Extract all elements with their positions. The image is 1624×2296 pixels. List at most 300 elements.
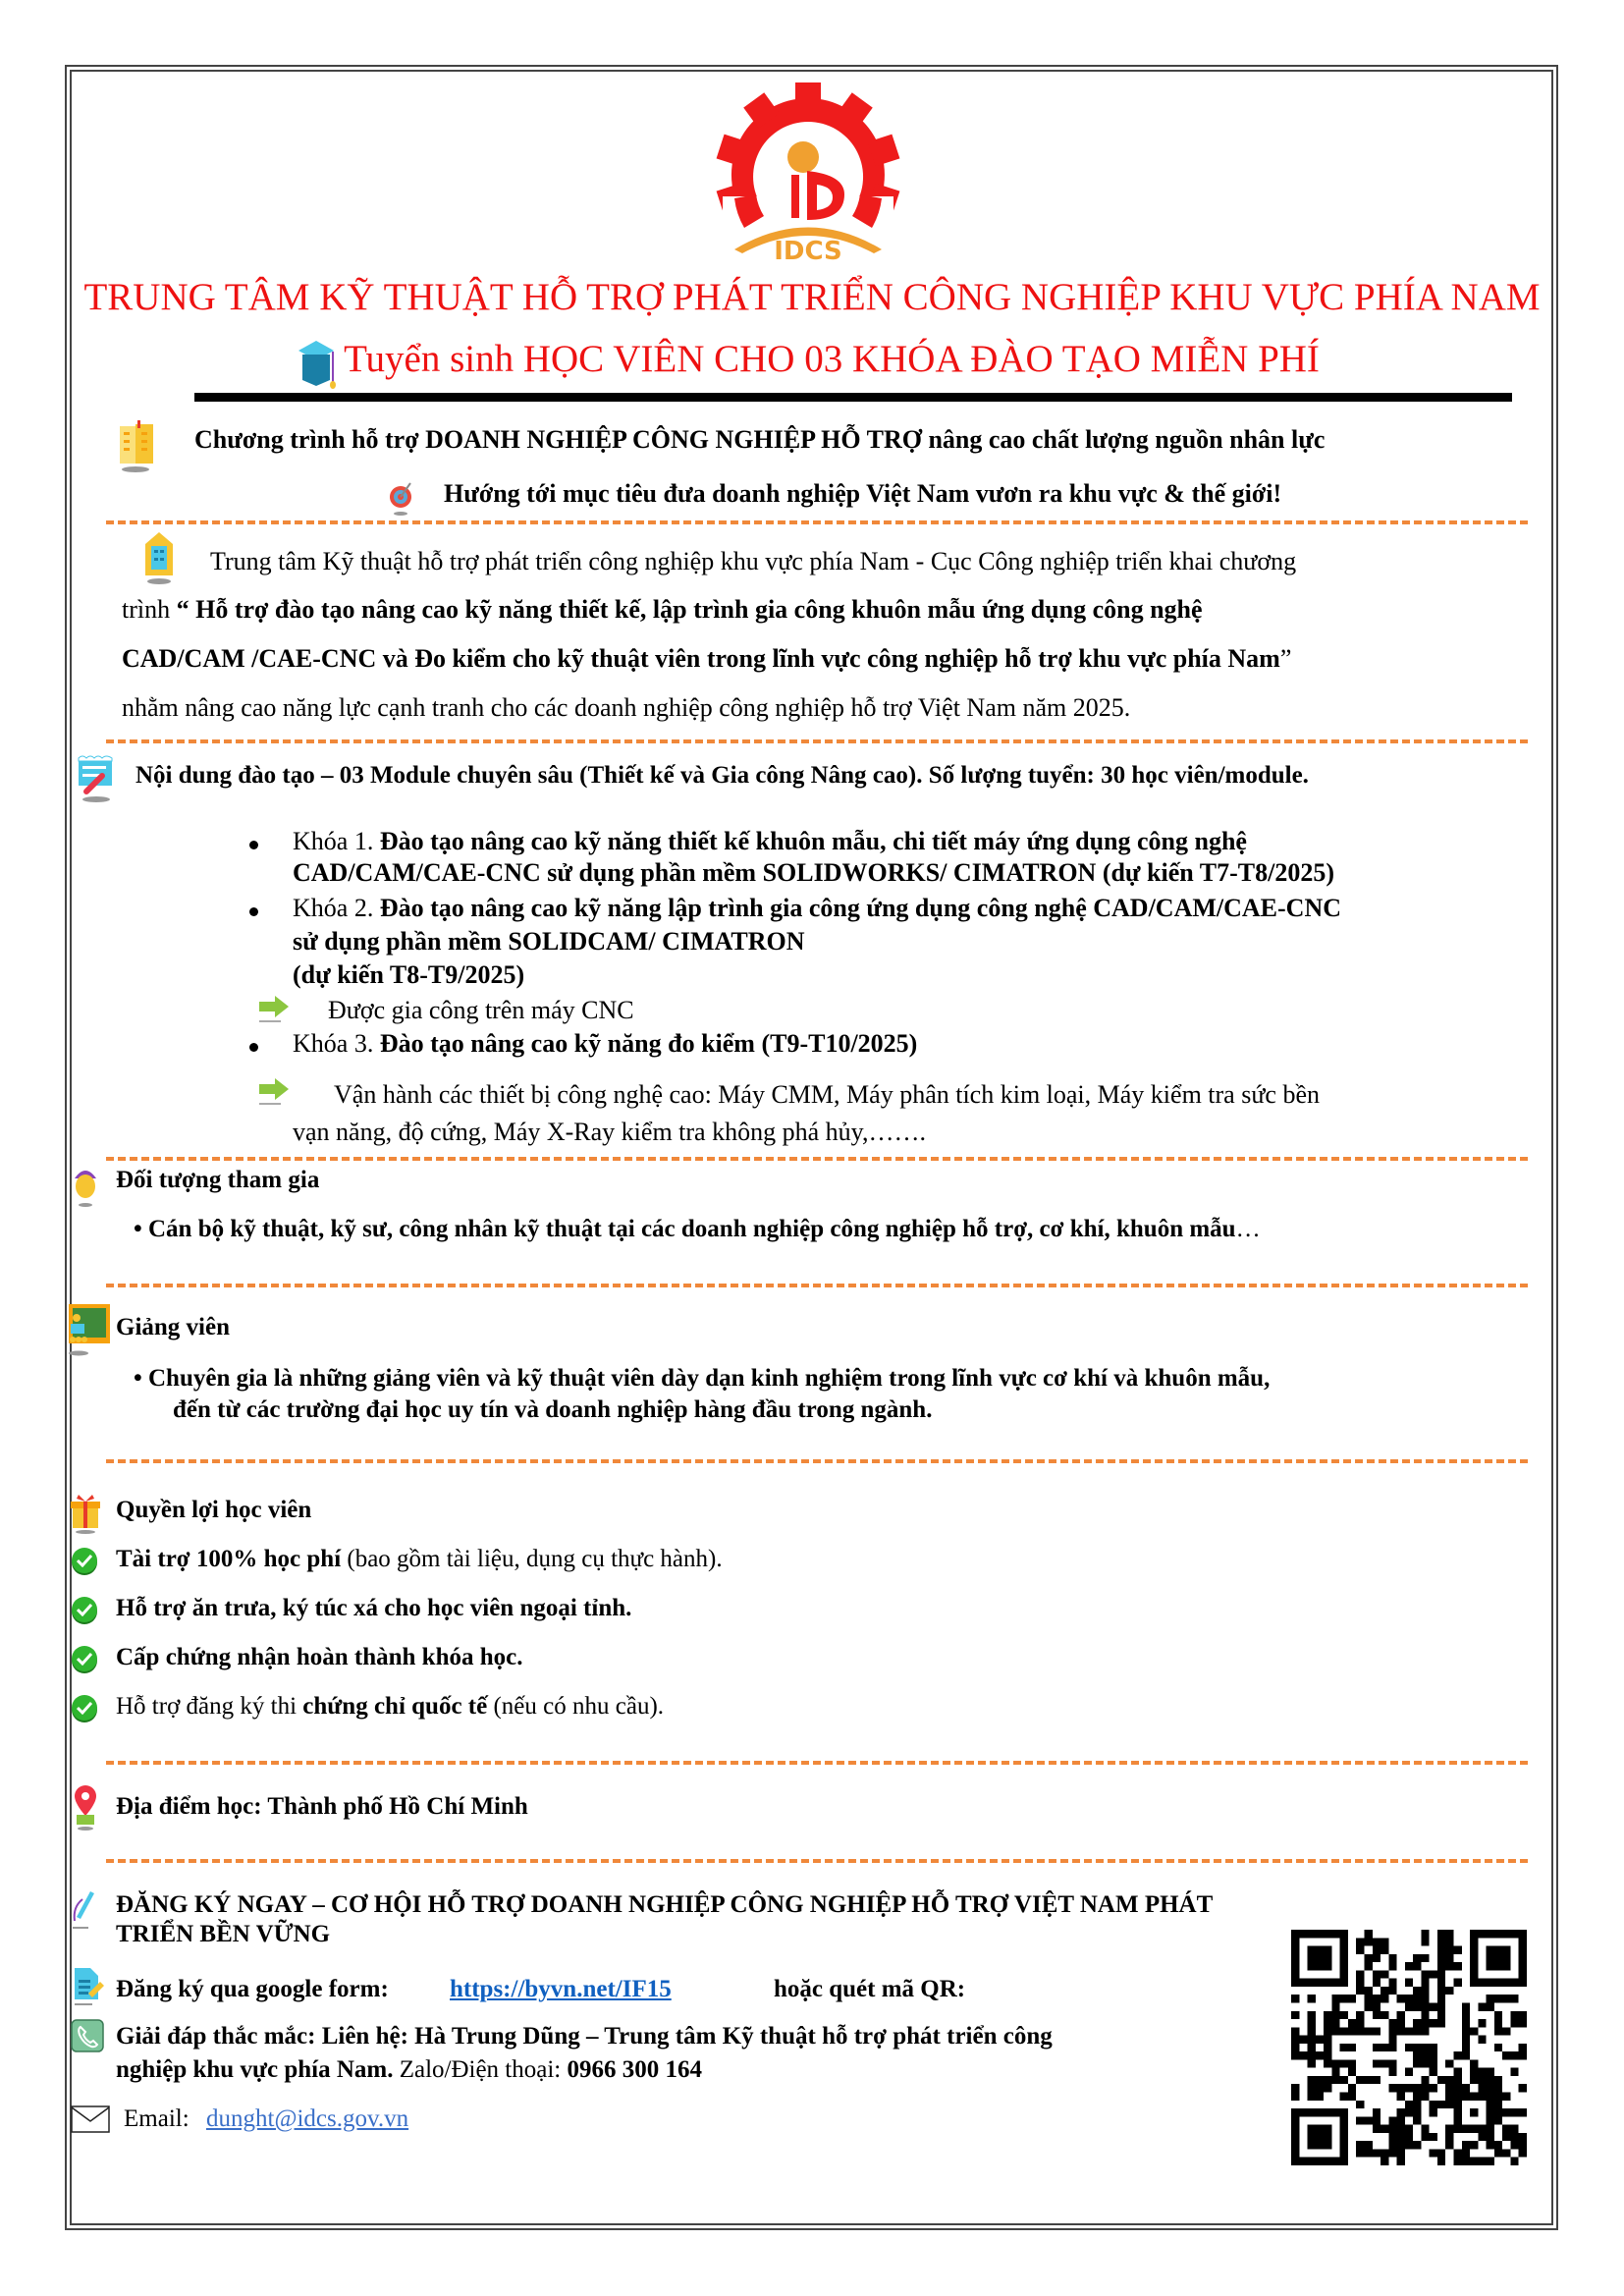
qr-module: [1470, 1938, 1478, 1945]
qr-module: [1454, 2158, 1462, 2165]
qr-module: [1421, 2011, 1429, 2019]
description-line-3: [122, 644, 1291, 674]
qr-module: [1502, 1995, 1510, 2002]
qr-module: [1510, 1979, 1518, 1987]
qr-module: [1397, 2133, 1405, 2141]
qr-module: [1316, 2108, 1324, 2116]
qr-module: [1373, 2027, 1380, 2035]
qr-module: [1331, 2019, 1339, 2027]
qr-module: [1470, 2125, 1478, 2133]
qr-module: [1494, 1995, 1502, 2002]
qr-module: [1454, 2076, 1462, 2084]
qr-module: [1405, 2108, 1413, 2116]
qr-module: [1470, 2093, 1478, 2101]
qr-module: [1324, 2011, 1331, 2019]
qr-module: [1421, 1938, 1429, 1945]
arrow-right-icon: [257, 994, 293, 1023]
qr-module: [1519, 2108, 1527, 2116]
qr-module: [1308, 2044, 1316, 2051]
qr-module: [1437, 2149, 1445, 2157]
qr-module: [1430, 2133, 1437, 2141]
qr-module: [1430, 2108, 1437, 2116]
qr-module: [1340, 2027, 1348, 2035]
qr-module: [1340, 2076, 1348, 2084]
qr-module: [1437, 1979, 1445, 1987]
qr-module: [1454, 2116, 1462, 2124]
email-label: Email:: [124, 2105, 189, 2132]
qr-module: [1356, 2027, 1364, 2035]
qr-module: [1502, 2149, 1510, 2157]
qr-module: [1454, 2125, 1462, 2133]
qr-module: [1324, 1930, 1331, 1938]
qr-module: [1397, 1995, 1405, 2002]
qr-module: [1487, 1946, 1494, 1954]
qr-module: [1316, 2084, 1324, 2092]
qr-module: [1324, 2133, 1331, 2141]
qr-module: [1478, 2084, 1486, 2092]
qr-module: [1364, 1930, 1372, 1938]
course-3-label: Khóa 3.: [293, 1029, 380, 1058]
person-icon: [71, 1165, 100, 1208]
qr-module: [1308, 2011, 1316, 2019]
qr-module: [1364, 2002, 1372, 2010]
qr-module: [1397, 2149, 1405, 2157]
presentation-icon: [67, 1302, 112, 1357]
qr-module: [1388, 2019, 1396, 2027]
qr-module: [1445, 1938, 1453, 1945]
course-3-note-line-1: Vận hành các thiết bị công nghệ cao: Máy CMM, Máy phân tích kim loại, Máy kiểm tra sức bền: [334, 1080, 1321, 1109]
qr-module: [1413, 1995, 1421, 2002]
qr-module: [1356, 1979, 1364, 1987]
qr-module: [1331, 1930, 1339, 1938]
qr-module: [1430, 2019, 1437, 2027]
qr-module: [1356, 1946, 1364, 1954]
benefit-4-bold: chứng chỉ quốc tế: [302, 1693, 488, 1720]
qr-module: [1308, 2027, 1316, 2035]
qr-module: [1299, 2036, 1307, 2044]
qr-module: [1421, 2084, 1429, 2092]
qr-module: [1437, 2002, 1445, 2010]
qr-module: [1445, 2133, 1453, 2141]
qr-module: [1397, 2027, 1405, 2035]
subtitle: Tuyển sinh HỌC VIÊN CHO 03 KHÓA ĐÀO TẠO MIỄN PHÍ: [344, 338, 1320, 380]
qr-module: [1380, 2059, 1388, 2067]
contact-line-1: Giải đáp thắc mắc: Liên hệ: Hà Trung Dũng – Trung tâm Kỹ thuật hỗ trợ phát triển công: [116, 2023, 1053, 2050]
benefit-1-detail: (bao gồm tài liệu, dụng cụ thực hành).: [341, 1546, 723, 1572]
qr-module: [1388, 2027, 1396, 2035]
qr-module: [1413, 2101, 1421, 2108]
qr-module: [1373, 2044, 1380, 2051]
qr-module: [1494, 2044, 1502, 2051]
qr-module: [1462, 2051, 1470, 2059]
qr-module: [1340, 2116, 1348, 2124]
qr-module: [1413, 2059, 1421, 2067]
qr-module: [1373, 1995, 1380, 2002]
qr-module: [1380, 1970, 1388, 1978]
qr-module: [1316, 2076, 1324, 2084]
qr-module: [1519, 1930, 1527, 1938]
qr-module: [1445, 1987, 1453, 1995]
qr-module: [1502, 2133, 1510, 2141]
qr-module: [1494, 2101, 1502, 2108]
qr-module: [1462, 2044, 1470, 2051]
qr-module: [1397, 2108, 1405, 2116]
qr-module: [1373, 1979, 1380, 1987]
qr-module: [1494, 1930, 1502, 1938]
qr-module: [1340, 2158, 1348, 2165]
qr-module: [1308, 2019, 1316, 2027]
qr-module: [1430, 2044, 1437, 2051]
qr-module: [1413, 1962, 1421, 1970]
qr-module: [1291, 2036, 1299, 2044]
qr-module: [1413, 2084, 1421, 2092]
qr-module: [1316, 2125, 1324, 2133]
qr-module: [1340, 1954, 1348, 1962]
qr-module: [1340, 1938, 1348, 1945]
course-1-label: Khóa 1.: [293, 827, 380, 855]
qr-module: [1510, 1930, 1518, 1938]
qr-module: [1340, 1995, 1348, 2002]
qr-module: [1445, 2141, 1453, 2149]
qr-module: [1291, 2051, 1299, 2059]
qr-module: [1413, 2051, 1421, 2059]
qr-module: [1502, 2125, 1510, 2133]
qr-module: [1519, 2084, 1527, 2092]
qr-module: [1413, 2093, 1421, 2101]
qr-module: [1405, 2068, 1413, 2076]
qr-module: [1324, 1946, 1331, 1954]
qr-module: [1487, 2093, 1494, 2101]
qr-module: [1502, 2108, 1510, 2116]
qr-module: [1462, 2093, 1470, 2101]
section-divider: [106, 1761, 1528, 1765]
qr-module: [1430, 2149, 1437, 2157]
qr-module: [1348, 2068, 1356, 2076]
qr-module: [1348, 2019, 1356, 2027]
qr-module: [1478, 2002, 1486, 2010]
qr-module: [1308, 2084, 1316, 2092]
qr-module: [1373, 2116, 1380, 2124]
qr-module: [1445, 2093, 1453, 2101]
qr-module: [1405, 2044, 1413, 2051]
closing-quote: ”: [1279, 644, 1292, 673]
qr-module: [1340, 2125, 1348, 2133]
description-line-1: Trung tâm Kỹ thuật hỗ trợ phát triển công nghiệp khu vực phía Nam - Cục Công nghiệp triển khai chương: [210, 547, 1297, 575]
participants-heading: Đối tượng tham gia: [116, 1167, 320, 1193]
qr-module: [1437, 1930, 1445, 1938]
qr-module: [1421, 2019, 1429, 2027]
qr-module: [1331, 2002, 1339, 2010]
qr-module: [1430, 2068, 1437, 2076]
qr-module: [1519, 2133, 1527, 2141]
qr-module: [1405, 2101, 1413, 2108]
qr-module: [1340, 1930, 1348, 1938]
qr-module: [1308, 1995, 1316, 2002]
qr-module: [1324, 2051, 1331, 2059]
course-2-label: Khóa 2.: [293, 894, 380, 922]
qr-module: [1364, 1938, 1372, 1945]
qr-module: [1364, 1987, 1372, 1995]
register-heading-line-2: TRIỂN BỀN VỮNG: [116, 1921, 331, 1947]
qr-module: [1437, 2076, 1445, 2084]
qr-module: [1308, 2059, 1316, 2067]
qr-module: [1340, 2141, 1348, 2149]
qr-module: [1462, 2036, 1470, 2044]
qr-module: [1291, 1970, 1299, 1978]
qr-module: [1388, 2133, 1396, 2141]
qr-module: [1413, 2116, 1421, 2124]
qr-module: [1316, 2093, 1324, 2101]
qr-module: [1519, 1979, 1527, 1987]
qr-module: [1494, 1946, 1502, 1954]
qr-module: [1291, 1938, 1299, 1945]
qr-module: [1519, 2019, 1527, 2027]
section-divider: [106, 1859, 1528, 1863]
qr-module: [1494, 2116, 1502, 2124]
qr-module: [1316, 2051, 1324, 2059]
qr-module: [1421, 2076, 1429, 2084]
qr-module: [1510, 2011, 1518, 2019]
qr-module: [1437, 2019, 1445, 2027]
check-icon: [72, 1597, 97, 1622]
qr-module: [1487, 2116, 1494, 2124]
qr-module: [1405, 2084, 1413, 2092]
qr-module: [1316, 1979, 1324, 1987]
qr-module: [1324, 2027, 1331, 2035]
qr-module: [1510, 2068, 1518, 2076]
qr-module: [1364, 2149, 1372, 2157]
page-title: TRUNG TÂM KỸ THUẬT HỖ TRỢ PHÁT TRIỂN CÔNG NGHIỆP KHU VỰC PHÍA NAM: [83, 276, 1541, 318]
qr-module: [1331, 2076, 1339, 2084]
logo-text: IDCS: [774, 237, 842, 263]
qr-module: [1316, 2158, 1324, 2165]
qr-module: [1340, 2149, 1348, 2157]
benefits-heading: Quyền lợi học viên: [116, 1497, 312, 1523]
qr-module: [1421, 1979, 1429, 1987]
qr-module: [1291, 1930, 1299, 1938]
qr-module: [1510, 2133, 1518, 2141]
qr-module: [1397, 2158, 1405, 2165]
benefit-4-prefix: Hỗ trợ đăng ký thi: [116, 1693, 303, 1720]
qr-module: [1316, 2036, 1324, 2044]
qr-module: [1364, 2116, 1372, 2124]
qr-module: [1324, 2019, 1331, 2027]
qr-module: [1445, 2076, 1453, 2084]
qr-module: [1308, 2125, 1316, 2133]
qr-module: [1494, 1954, 1502, 1962]
location-line: [116, 1793, 528, 1821]
qr-module: [1502, 2051, 1510, 2059]
qr-module: [1470, 1970, 1478, 1978]
qr-module: [1445, 2125, 1453, 2133]
qr-module: [1413, 2141, 1421, 2149]
qr-module: [1397, 2116, 1405, 2124]
qr-module: [1445, 2084, 1453, 2092]
training-heading: Nội dung đào tạo – 03 Module chuyên sâu (Thiết kế và Gia công Nâng cao). Số lượng tuyển: 30 học viên/module.: [135, 762, 1309, 789]
qr-module: [1324, 2059, 1331, 2067]
qr-module: [1324, 2044, 1331, 2051]
qr-module: [1373, 2059, 1380, 2067]
qr-module: [1331, 1995, 1339, 2002]
qr-module: [1470, 2141, 1478, 2149]
qr-module: [1454, 2093, 1462, 2101]
register-heading-line-1: ĐĂNG KÝ NGAY – CƠ HỘI HỖ TRỢ DOANH NGHIỆP CÔNG NGHIỆP HỖ TRỢ VIỆT NAM PHÁT: [116, 1891, 1214, 1918]
qr-module: [1291, 1995, 1299, 2002]
course-1-line-2: CAD/CAM/CAE-CNC sử dụng phần mềm SOLIDWORKS/ CIMATRON (dự kiến T7-T8/2025): [293, 858, 1334, 887]
qr-module: [1405, 1979, 1413, 1987]
qr-module: [1519, 1938, 1527, 1945]
qr-module: [1324, 2036, 1331, 2044]
qr-module: [1510, 2141, 1518, 2149]
qr-module: [1405, 1995, 1413, 2002]
qr-module: [1388, 1954, 1396, 1962]
location-value: : Thành phố Hồ Chí Minh: [253, 1793, 528, 1820]
qr-module: [1421, 1970, 1429, 1978]
qr-module: [1487, 2158, 1494, 2165]
qr-module: [1316, 1954, 1324, 1962]
qr-module: [1299, 2051, 1307, 2059]
qr-module: [1331, 2059, 1339, 2067]
email-link[interactable]: dunght@idcs.gov.vn: [206, 2105, 409, 2132]
qr-module: [1494, 2141, 1502, 2149]
qr-module: [1291, 2125, 1299, 2133]
qr-module: [1356, 2116, 1364, 2124]
qr-module: [1478, 2036, 1486, 2044]
qr-module: [1340, 1962, 1348, 1970]
qr-module: [1356, 1938, 1364, 1945]
qr-module: [1470, 1954, 1478, 1962]
check-icon: [72, 1695, 97, 1721]
qr-module: [1462, 2149, 1470, 2157]
qr-module: [1388, 1962, 1396, 1970]
qr-module: [1421, 1987, 1429, 1995]
qr-module: [1470, 1930, 1478, 1938]
lecturers-line-1: • Chuyên gia là những giảng viên và kỹ thuật viên dày dạn kinh nghiệm trong lĩnh vực cơ khí và khuôn mẫu,: [134, 1365, 1271, 1392]
qr-module: [1373, 2076, 1380, 2084]
section-divider: [106, 739, 1528, 743]
qr-module: [1437, 1938, 1445, 1945]
qr-module: [1340, 2011, 1348, 2019]
qr-module: [1437, 1995, 1445, 2002]
qr-module: [1487, 1979, 1494, 1987]
qr-module: [1462, 2158, 1470, 2165]
qr-module: [1316, 1962, 1324, 1970]
description-line-4: nhằm nâng cao năng lực cạnh tranh cho các doanh nghiệp công nghiệp hỗ trợ Việt Nam năm 2025.: [122, 693, 1131, 722]
qr-module: [1340, 1979, 1348, 1987]
course-2-line-2: sử dụng phần mềm SOLIDCAM/ CIMATRON: [293, 927, 805, 956]
qr-module: [1430, 2051, 1437, 2059]
qr-module: [1308, 2036, 1316, 2044]
qr-module: [1470, 1946, 1478, 1954]
qr-module: [1470, 2068, 1478, 2076]
qr-module: [1478, 2133, 1486, 2141]
qr-module: [1494, 2019, 1502, 2027]
program-name-part-1: “ Hỗ trợ đào tạo nâng cao kỹ năng thiết kế, lập trình gia công khuôn mẫu ứng dụng công nghệ: [176, 595, 1203, 624]
qr-module: [1356, 2141, 1364, 2149]
qr-module: [1397, 2125, 1405, 2133]
qr-module: [1510, 2125, 1518, 2133]
qr-module: [1380, 2149, 1388, 2157]
qr-module: [1430, 2059, 1437, 2067]
qr-module: [1291, 2116, 1299, 2124]
qr-module: [1437, 2158, 1445, 2165]
google-form-link[interactable]: https://byvn.net/IF15: [450, 1976, 672, 2002]
qr-module: [1413, 2002, 1421, 2010]
qr-module: [1470, 2158, 1478, 2165]
qr-module: [1373, 2108, 1380, 2116]
qr-module: [1494, 2149, 1502, 2157]
qr-module: [1462, 2019, 1470, 2027]
qr-module: [1510, 2108, 1518, 2116]
qr-module: [1373, 2011, 1380, 2019]
book-icon: [116, 418, 157, 473]
course-3-note-line-2: vạn năng, độ cứng, Máy X-Ray kiểm tra không phá hủy,…….: [293, 1118, 926, 1146]
qr-module: [1494, 2076, 1502, 2084]
qr-module: [1413, 2027, 1421, 2035]
qr-module: [1437, 1946, 1445, 1954]
course-2-line-3: (dự kiến T8-T9/2025): [293, 960, 525, 989]
qr-module: [1502, 1979, 1510, 1987]
qr-module: [1291, 1979, 1299, 1987]
qr-module: [1462, 2084, 1470, 2092]
qr-module: [1519, 1946, 1527, 1954]
qr-module: [1519, 2149, 1527, 2157]
qr-module: [1388, 1987, 1396, 1995]
description-line-2: [122, 595, 1203, 625]
qr-module: [1299, 2108, 1307, 2116]
lecturers-line-2: đến từ các trường đại học uy tín và doanh nghiệp hàng đầu trong ngành.: [173, 1396, 933, 1423]
qr-module: [1494, 1962, 1502, 1970]
qr-module: [1478, 2093, 1486, 2101]
qr-module: [1373, 1954, 1380, 1962]
qr-module: [1324, 2141, 1331, 2149]
qr-module: [1316, 1946, 1324, 1954]
qr-module: [1380, 1946, 1388, 1954]
qr-module: [1470, 2059, 1478, 2067]
qr-module: [1437, 1954, 1445, 1962]
qr-module: [1331, 2068, 1339, 2076]
section-divider: [106, 520, 1528, 524]
qr-module: [1421, 2051, 1429, 2059]
pen-icon: [71, 1887, 98, 1931]
qr-module: [1502, 1962, 1510, 1970]
qr-module: [1421, 1930, 1429, 1938]
qr-module: [1316, 1930, 1324, 1938]
qr-module: [1291, 2093, 1299, 2101]
qr-module: [1487, 2084, 1494, 2092]
qr-module: [1291, 1954, 1299, 1962]
qr-module: [1388, 1979, 1396, 1987]
qr-module: [1308, 2158, 1316, 2165]
qr-module: [1478, 1979, 1486, 1987]
qr-module: [1308, 1962, 1316, 1970]
qr-module: [1445, 1962, 1453, 1970]
qr-module: [1454, 2084, 1462, 2092]
qr-module: [1291, 1962, 1299, 1970]
qr-module: [1494, 1979, 1502, 1987]
qr-module: [1364, 1962, 1372, 1970]
participants-item: [134, 1216, 1261, 1243]
qr-module: [1487, 2002, 1494, 2010]
qr-module: [1430, 2101, 1437, 2108]
course-3-line-1: [293, 1029, 917, 1059]
qr-module: [1308, 2133, 1316, 2141]
qr-module: [1291, 2027, 1299, 2035]
qr-module: [1430, 2002, 1437, 2010]
qr-module: [1291, 2133, 1299, 2141]
qr-module: [1324, 2108, 1331, 2116]
qr-module: [1291, 2108, 1299, 2116]
